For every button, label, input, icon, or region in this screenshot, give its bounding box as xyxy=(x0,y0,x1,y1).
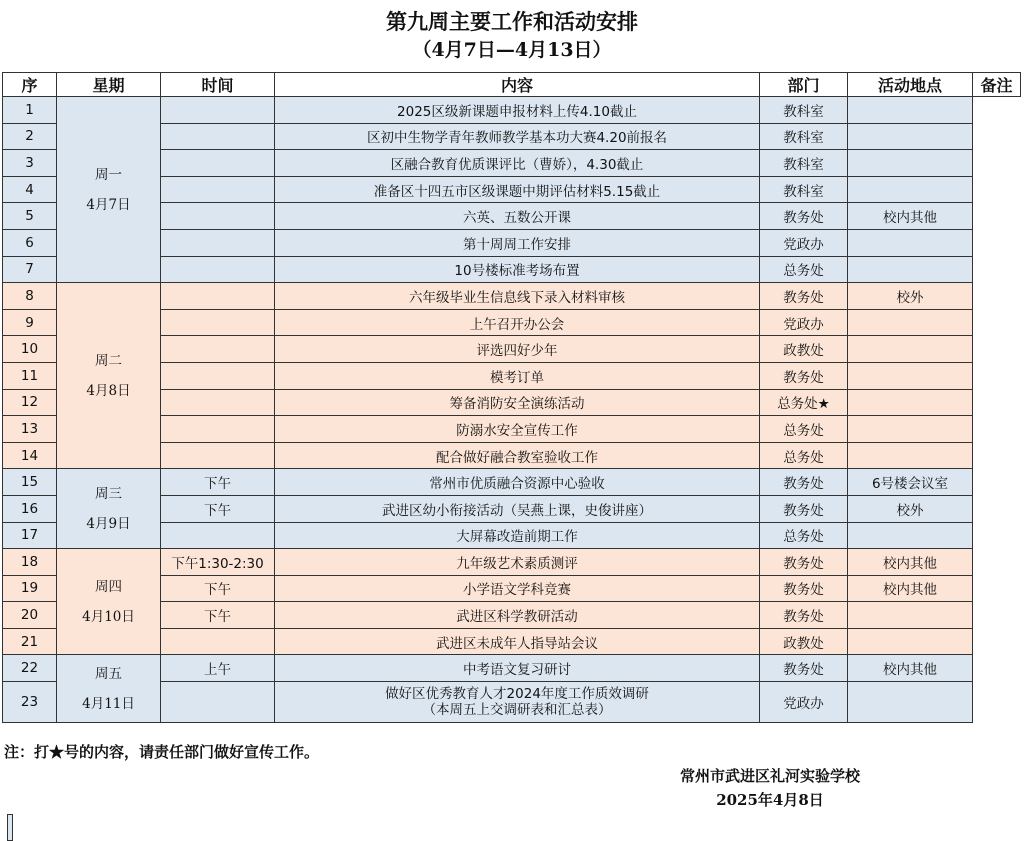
weekday-cell xyxy=(57,469,161,549)
row-location: 校内其他 xyxy=(848,575,973,602)
row-department: 总务处 xyxy=(760,416,848,443)
weekday-date: 4月9日 xyxy=(59,509,158,539)
header-location: 活动地点 xyxy=(848,73,973,97)
table-header-row xyxy=(3,73,1021,97)
weekday-label: 周三 xyxy=(59,479,158,509)
row-location xyxy=(848,176,973,203)
footnote: 注：打★号的内容，请责任部门做好宣传工作。 xyxy=(4,741,319,762)
row-seq: 10 xyxy=(3,336,57,363)
row-seq: 8 xyxy=(3,283,57,310)
row-time: 下午 xyxy=(161,575,275,602)
row-content: 配合做好融合教室验收工作 xyxy=(275,442,760,469)
row-content: 武进区幼小衔接活动（吴燕上课，史俊讲座） xyxy=(275,495,760,522)
row-time xyxy=(161,442,275,469)
row-time: 下午 xyxy=(161,495,275,522)
signature-date: 2025年4月8日 xyxy=(640,789,900,810)
row-time: 下午 xyxy=(161,469,275,496)
row-location xyxy=(848,602,973,629)
row-location xyxy=(848,442,973,469)
row-content: 武进区科学教研活动 xyxy=(275,602,760,629)
row-department: 教务处 xyxy=(760,283,848,310)
row-seq: 15 xyxy=(3,469,57,496)
row-seq: 21 xyxy=(3,628,57,655)
row-content: 中考语文复习研讨 xyxy=(275,655,760,682)
schedule-table xyxy=(2,72,1021,723)
row-content: 筹备消防安全演练活动 xyxy=(275,389,760,416)
row-department: 政教处 xyxy=(760,336,848,363)
row-time: 下午 xyxy=(161,602,275,629)
row-time xyxy=(161,362,275,389)
row-content: 第十周周工作安排 xyxy=(275,229,760,256)
row-department: 教科室 xyxy=(760,97,848,124)
row-location xyxy=(848,682,973,723)
row-content: 大屏幕改造前期工作 xyxy=(275,522,760,549)
schedule-body xyxy=(3,97,1021,723)
row-seq: 6 xyxy=(3,229,57,256)
row-seq: 19 xyxy=(3,575,57,602)
table-row xyxy=(3,97,1021,124)
row-seq: 14 xyxy=(3,442,57,469)
row-content xyxy=(275,682,760,723)
row-department: 教务处 xyxy=(760,655,848,682)
weekday-date: 4月10日 xyxy=(59,602,158,632)
row-seq: 16 xyxy=(3,495,57,522)
row-time xyxy=(161,123,275,150)
row-content: 区初中生物学青年教师教学基本功大赛4.20前报名 xyxy=(275,123,760,150)
row-department: 教务处 xyxy=(760,495,848,522)
header-weekday: 星期 xyxy=(57,73,161,97)
row-content: 评选四好少年 xyxy=(275,336,760,363)
row-seq: 3 xyxy=(3,150,57,177)
row-department: 总务处★ xyxy=(760,389,848,416)
row-location: 校内其他 xyxy=(848,549,973,576)
row-seq: 4 xyxy=(3,176,57,203)
weekday-date: 4月8日 xyxy=(59,376,158,406)
header-seq: 序 xyxy=(3,73,57,97)
row-department: 总务处 xyxy=(760,522,848,549)
row-seq: 7 xyxy=(3,256,57,283)
page-subtitle: （4月7日—4月13日） xyxy=(0,35,1024,62)
row-time xyxy=(161,309,275,336)
table-row xyxy=(3,549,1021,576)
row-time xyxy=(161,150,275,177)
weekday-label: 周五 xyxy=(59,659,158,689)
row-location: 校外 xyxy=(848,495,973,522)
row-time xyxy=(161,283,275,310)
row-department: 教科室 xyxy=(760,150,848,177)
row-location xyxy=(848,309,973,336)
weekday-cell xyxy=(57,655,161,723)
row-seq: 2 xyxy=(3,123,57,150)
row-location xyxy=(848,416,973,443)
signature-school: 常州市武进区礼河实验学校 xyxy=(640,765,900,786)
row-content: 上午召开办公会 xyxy=(275,309,760,336)
row-location: 6号楼会议室 xyxy=(848,469,973,496)
row-seq: 20 xyxy=(3,602,57,629)
weekday-cell xyxy=(57,97,161,283)
row-time xyxy=(161,203,275,230)
row-department: 教务处 xyxy=(760,549,848,576)
row-location xyxy=(848,123,973,150)
row-department: 教务处 xyxy=(760,362,848,389)
row-content: 六英、五数公开课 xyxy=(275,203,760,230)
row-time xyxy=(161,522,275,549)
row-content: 2025区级新课题申报材料上传4.10截止 xyxy=(275,97,760,124)
row-department: 政教处 xyxy=(760,628,848,655)
row-location xyxy=(848,97,973,124)
row-location: 校内其他 xyxy=(848,655,973,682)
row-content: 模考订单 xyxy=(275,362,760,389)
table-row xyxy=(3,655,1021,682)
row-time xyxy=(161,628,275,655)
row-content: 九年级艺术素质测评 xyxy=(275,549,760,576)
row-remarks xyxy=(7,814,13,841)
row-content-line1: 做好区优秀教育人才2024年度工作质效调研 xyxy=(277,686,757,702)
header-department: 部门 xyxy=(760,73,848,97)
row-department: 教务处 xyxy=(760,575,848,602)
row-location xyxy=(848,336,973,363)
row-content: 常州市优质融合资源中心验收 xyxy=(275,469,760,496)
row-location xyxy=(848,256,973,283)
row-department: 党政办 xyxy=(760,229,848,256)
row-seq: 11 xyxy=(3,362,57,389)
row-time xyxy=(161,256,275,283)
row-seq: 22 xyxy=(3,655,57,682)
row-time xyxy=(161,389,275,416)
row-location xyxy=(848,628,973,655)
row-content: 小学语文学科竞赛 xyxy=(275,575,760,602)
weekday-date: 4月7日 xyxy=(59,190,158,220)
row-location xyxy=(848,522,973,549)
row-time xyxy=(161,176,275,203)
row-seq: 23 xyxy=(3,682,57,723)
weekday-cell xyxy=(57,283,161,469)
weekday-label: 周一 xyxy=(59,160,158,190)
weekday-label: 周二 xyxy=(59,346,158,376)
row-location xyxy=(848,229,973,256)
table-row xyxy=(3,283,1021,310)
row-location xyxy=(848,150,973,177)
row-time xyxy=(161,682,275,723)
row-location xyxy=(848,362,973,389)
row-time xyxy=(161,416,275,443)
row-department: 教科室 xyxy=(760,176,848,203)
weekday-cell xyxy=(57,549,161,655)
row-content: 10号楼标准考场布置 xyxy=(275,256,760,283)
header-remarks: 备注 xyxy=(973,73,1021,97)
row-seq: 17 xyxy=(3,522,57,549)
weekday-label: 周四 xyxy=(59,572,158,602)
table-row xyxy=(3,469,1021,496)
row-seq: 1 xyxy=(3,97,57,124)
row-content: 武进区未成年人指导站会议 xyxy=(275,628,760,655)
row-time: 上午 xyxy=(161,655,275,682)
row-time xyxy=(161,229,275,256)
row-location xyxy=(848,389,973,416)
row-department: 教务处 xyxy=(760,602,848,629)
row-department: 总务处 xyxy=(760,256,848,283)
row-content: 六年级毕业生信息线下录入材料审核 xyxy=(275,283,760,310)
row-department: 教务处 xyxy=(760,203,848,230)
row-department: 党政办 xyxy=(760,682,848,723)
row-time xyxy=(161,97,275,124)
row-content: 准备区十四五市区级课题中期评估材料5.15截止 xyxy=(275,176,760,203)
row-time xyxy=(161,336,275,363)
row-seq: 12 xyxy=(3,389,57,416)
weekday-date: 4月11日 xyxy=(59,689,158,719)
row-seq: 13 xyxy=(3,416,57,443)
header-content: 内容 xyxy=(275,73,760,97)
row-location: 校外 xyxy=(848,283,973,310)
row-time: 下午1:30-2:30 xyxy=(161,549,275,576)
row-content: 区融合教育优质课评比（曹娇），4.30截止 xyxy=(275,150,760,177)
row-department: 教务处 xyxy=(760,469,848,496)
row-content: 防溺水安全宣传工作 xyxy=(275,416,760,443)
header-time: 时间 xyxy=(161,73,275,97)
page-title: 第九周主要工作和活动安排 xyxy=(0,6,1024,36)
row-content-line2: （本周五上交调研表和汇总表） xyxy=(277,702,757,718)
row-department: 教科室 xyxy=(760,123,848,150)
row-department: 总务处 xyxy=(760,442,848,469)
row-department: 党政办 xyxy=(760,309,848,336)
row-location: 校内其他 xyxy=(848,203,973,230)
row-seq: 18 xyxy=(3,549,57,576)
row-seq: 9 xyxy=(3,309,57,336)
row-seq: 5 xyxy=(3,203,57,230)
